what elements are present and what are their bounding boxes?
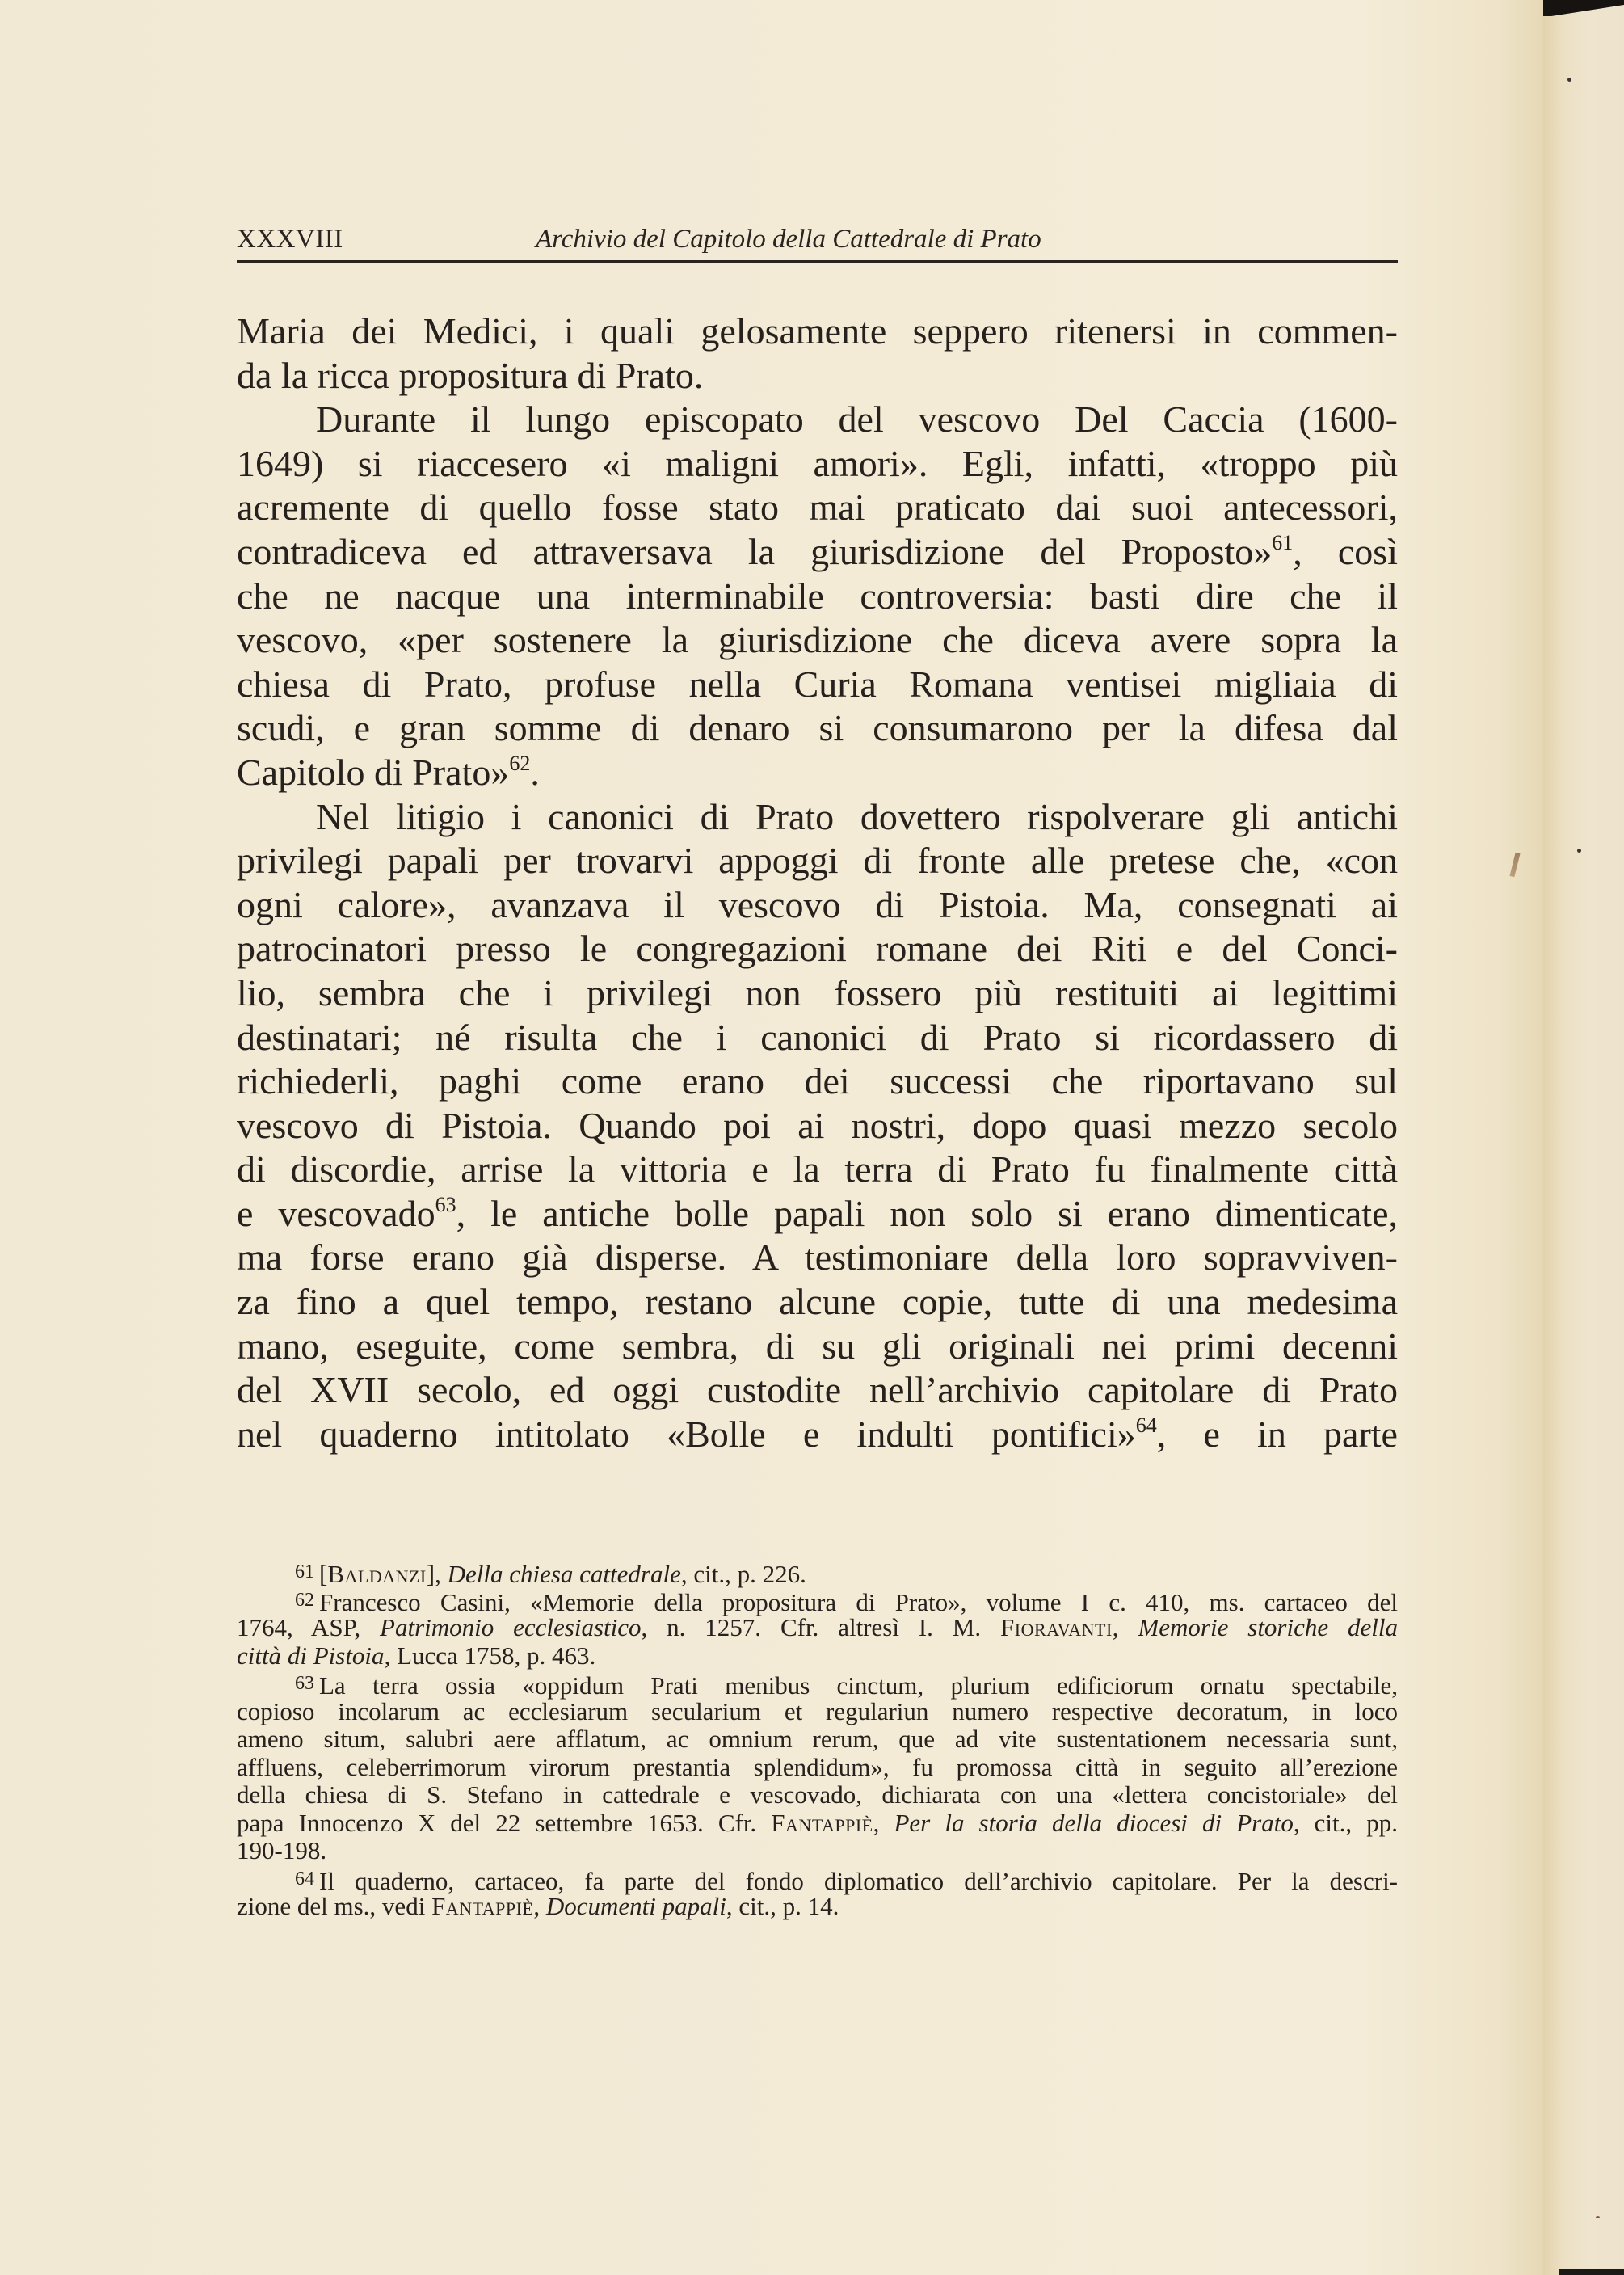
paper-speck <box>1567 78 1571 82</box>
running-title: Archivio del Capitolo della Cattedrale di Prato <box>536 225 1041 254</box>
footnote-number: 62 <box>295 1589 314 1611</box>
body-line: ogni calore», avanzava il vescovo di Pistoia. Ma, consegnati ai <box>237 883 1398 925</box>
footnote-ref-62[interactable]: 62 <box>509 751 531 775</box>
body-line: vescovo, «per sostenere la giurisdizione che diceva avere sopra la <box>237 619 1398 661</box>
footnote-number: 63 <box>295 1673 314 1694</box>
footnote-ref-61[interactable]: 61 <box>1272 530 1294 554</box>
footnote-63-cont: della chiesa di S. Stefano in cattedrale e vescovado, dichiarata con una «lettera concistoriale» del <box>237 1780 1398 1809</box>
footnote-61: 61 [Baldanzi], Della chiesa cattedrale, cit., p. 226. <box>295 1560 806 1588</box>
footnote-64: 64 Il quaderno, cartaceo, fa parte del fondo diplomatico dell’archivio capitolare. Per la descri- <box>295 1866 1398 1895</box>
body-line: che ne nacque una interminabile controversia: basti dire che il <box>237 575 1398 617</box>
body-text <box>237 310 1398 1456</box>
body-line: nel quaderno intitolato «Bolle e indulti pontifici»$^{64}$, e in parte <box>237 1413 1398 1455</box>
body-line: contradiceva ed attraversava la giurisdizione del Proposto»$^{61}$, così <box>237 530 1398 572</box>
scan-background-corner-bottom <box>1559 2269 1624 2275</box>
body-line: Maria dei Medici, i quali gelosamente seppero ritenersi in commen- <box>237 310 1398 352</box>
body-line: za fino a quel tempo, restano alcune copie, tutte di una medesima <box>237 1281 1398 1323</box>
facing-page-edge <box>1543 0 1624 2275</box>
body-line: e vescovado$^{63}$, le antiche bolle papali non solo si erano dimenticate, <box>237 1192 1399 1234</box>
body-line: Capitolo di Prato»$^{62}$. <box>237 751 540 793</box>
paper-speck <box>1596 2216 1600 2218</box>
footnote-number: 61 <box>295 1561 314 1582</box>
body-line: scudi, e gran somme di denaro si consumarono per la difesa dal <box>237 707 1398 749</box>
page-number: XXXVIII <box>237 225 343 254</box>
footnote-64-cont: zione del ms., vedi Fantappiè, Documenti papali, cit., p. 14. <box>237 1892 839 1920</box>
body-line: richiederli, paghi come erano dei successi che riportavano sul <box>237 1060 1398 1102</box>
body-line: Durante il lungo episcopato del vescovo Del Caccia (1600- <box>316 398 1398 440</box>
body-line: Nel litigio i canonici di Prato dovettero rispolverare gli antichi <box>316 795 1398 837</box>
body-line: da la ricca propositura di Prato. <box>237 354 704 396</box>
footnote-63-cont: papa Innocenzo X del 22 settembre 1653. Cfr. Fantappiè, Per la storia della diocesi di Prato, cit., pp. <box>237 1808 1399 1837</box>
body-line: vescovo di Pistoia. Quando poi ai nostri, dopo quasi mezzo secolo <box>237 1104 1398 1146</box>
footnote-62-cont: città di Pistoia, Lucca 1758, p. 463. <box>237 1641 596 1670</box>
footnote-63-cont: copioso incolarum ac ecclesiarum secularium et regulariun numero respective decoratum, in loco <box>237 1696 1398 1725</box>
body-line: destinatari; né risulta che i canonici di Prato si ricordassero di <box>237 1016 1398 1058</box>
body-line: chiesa di Prato, profuse nella Curia Romana ventisei migliaia di <box>237 663 1398 705</box>
footnote-63-cont: 190-198. <box>237 1836 327 1864</box>
footnote-63: 63 La terra ossia «oppidum Prati menibus cinctum, plurium edificiorum ornatu spectabile, <box>295 1671 1398 1700</box>
body-line: di discordie, arrise la vittoria e la terra di Prato fu finalmente città <box>237 1148 1398 1190</box>
footnote-63-cont: affluens, celeberrimorum virorum prestantia splendidum», fu promossa città in seguito all’erezione <box>237 1752 1398 1781</box>
body-line: patrocinatori presso le congregazioni romane dei Riti e del Conci- <box>237 928 1398 970</box>
footnote-62: 62 Francesco Casini, «Memorie della propositura di Prato», volume I c. 410, ms. cartaceo del <box>295 1587 1398 1616</box>
footnotes <box>237 1558 1398 1921</box>
body-line: acremente di quello fosse stato mai praticato dai suoi antecessori, <box>237 487 1398 529</box>
body-line: privilegi papali per trovarvi appoggi di fronte alle pretese che, «con <box>237 840 1398 882</box>
body-line: mano, eseguite, come sembra, di su gli originali nei primi decenni <box>237 1325 1398 1367</box>
footnote-63-cont: ameno situm, salubri aere afflatum, ac omnium rerum, que ad vite sustentationem necessaria sunt, <box>237 1725 1398 1753</box>
body-line: 1649) si riaccesero «i maligni amori». Egli, infatti, «troppo più <box>237 442 1398 484</box>
footnote-number: 64 <box>295 1868 314 1890</box>
running-head <box>237 225 1398 260</box>
body-line: ma forse erano già disperse. A testimoniare della loro sopravviven- <box>237 1237 1398 1279</box>
footnote-ref-63[interactable]: 63 <box>435 1192 456 1216</box>
paper-speck <box>1577 849 1581 853</box>
body-line: del XVII secolo, ed oggi custodite nell’archivio capitolare di Prato <box>237 1369 1398 1411</box>
body-line: lio, sembra che i privilegi non fossero più restituiti ai legittimi <box>237 971 1398 1013</box>
footnote-ref-64[interactable]: 64 <box>1135 1413 1157 1437</box>
header-rule <box>237 260 1398 263</box>
footnote-62-cont: 1764, ASP, Patrimonio ecclesiastico, n. 1257. Cfr. altresì I. M. Fioravanti, Memorie storiche della <box>237 1613 1399 1641</box>
